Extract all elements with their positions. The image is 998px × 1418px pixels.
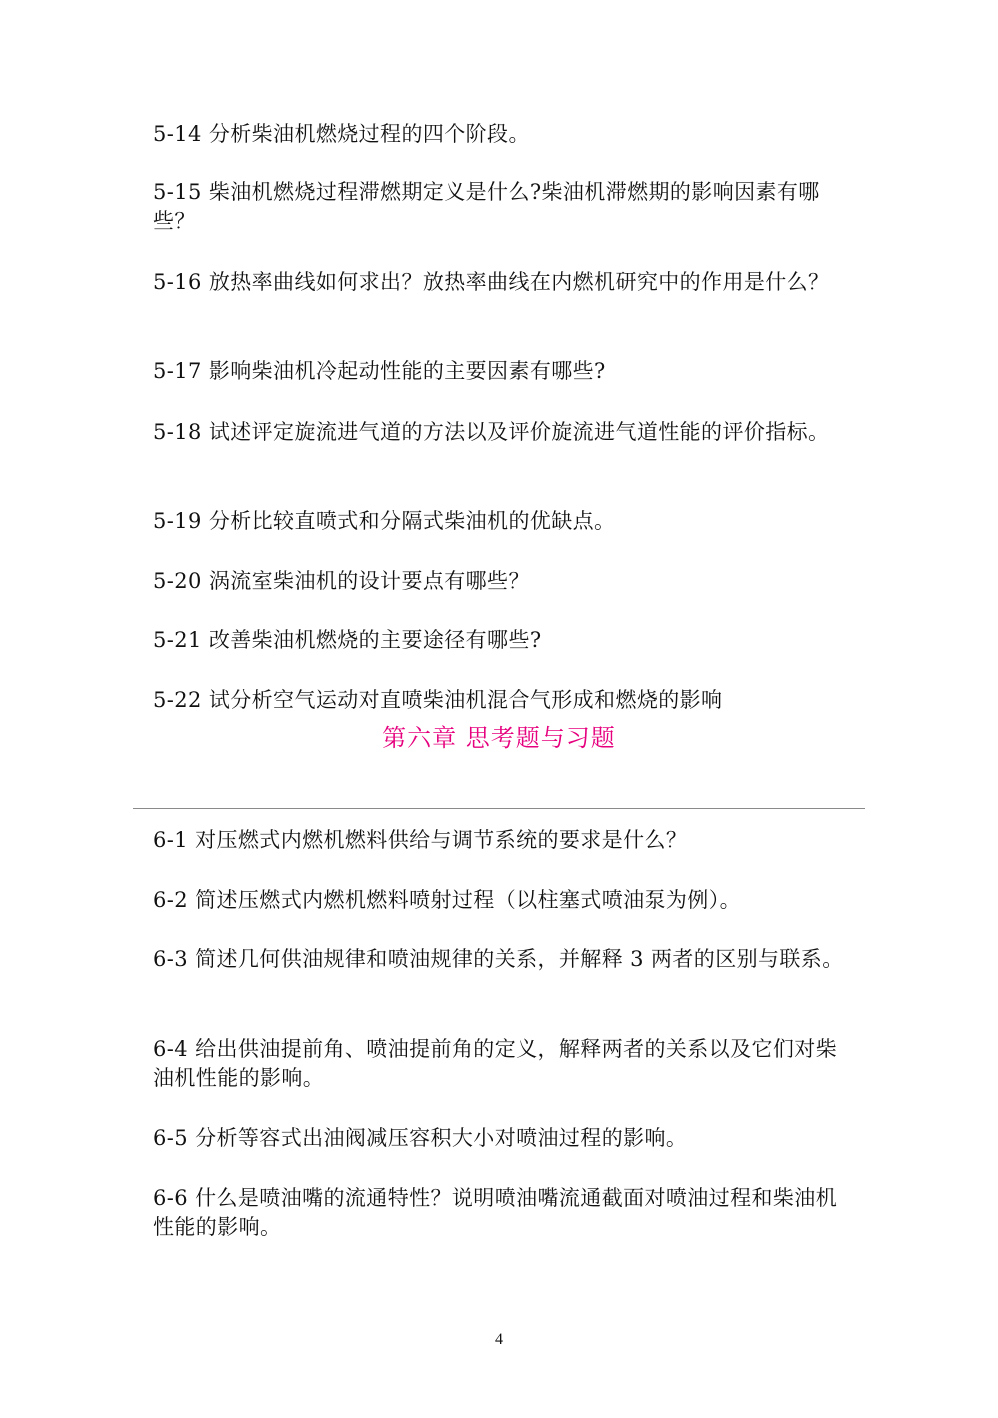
question-6-5: 6-5 分析等容式出油阀减压容积大小对喷油过程的影响。 [153, 1126, 688, 1150]
page-number: 4 [495, 1331, 503, 1348]
question-6-2: 6-2 简述压燃式内燃机燃料喷射过程（以柱塞式喷油泵为例）。 [153, 888, 741, 912]
question-6-3: 6-3 简述几何供油规律和喷油规律的关系，并解释 3 两者的区别与联系。 [153, 947, 844, 971]
question-5-21: 5-21 改善柴油机燃烧的主要途径有哪些? [153, 628, 542, 652]
question-5-19: 5-19 分析比较直喷式和分隔式柴油机的优缺点。 [153, 509, 616, 533]
question-5-15: 5-15 柴油机燃烧过程滞燃期定义是什么?柴油机滞燃期的影响因素有哪些？ [153, 180, 820, 233]
question-5-22: 5-22 试分析空气运动对直喷柴油机混合气形成和燃烧的影响 [153, 688, 723, 712]
question-5-20: 5-20 涡流室柴油机的设计要点有哪些？ [153, 569, 530, 593]
question-5-16: 5-16 放热率曲线如何求出？放热率曲线在内燃机研究中的作用是什么？ [153, 270, 830, 294]
horizontal-divider [133, 808, 865, 809]
question-6-1: 6-1 对压燃式内燃机燃料供给与调节系统的要求是什么？ [153, 828, 688, 852]
question-6-6: 6-6 什么是喷油嘴的流通特性？说明喷油嘴流通截面对喷油过程和柴油机性能的影响。 [153, 1186, 838, 1239]
question-6-4: 6-4 给出供油提前角、喷油提前角的定义，解释两者的关系以及它们对柴油机性能的影响。 [153, 1037, 838, 1090]
question-5-14: 5-14 分析柴油机燃烧过程的四个阶段。 [153, 122, 530, 146]
question-5-18: 5-18 试述评定旋流进气道的方法以及评价旋流进气道性能的评价指标。 [153, 420, 830, 444]
chapter-6-title: 第六章 思考题与习题 [382, 724, 616, 752]
question-5-17: 5-17 影响柴油机冷起动性能的主要因素有哪些? [153, 359, 606, 383]
